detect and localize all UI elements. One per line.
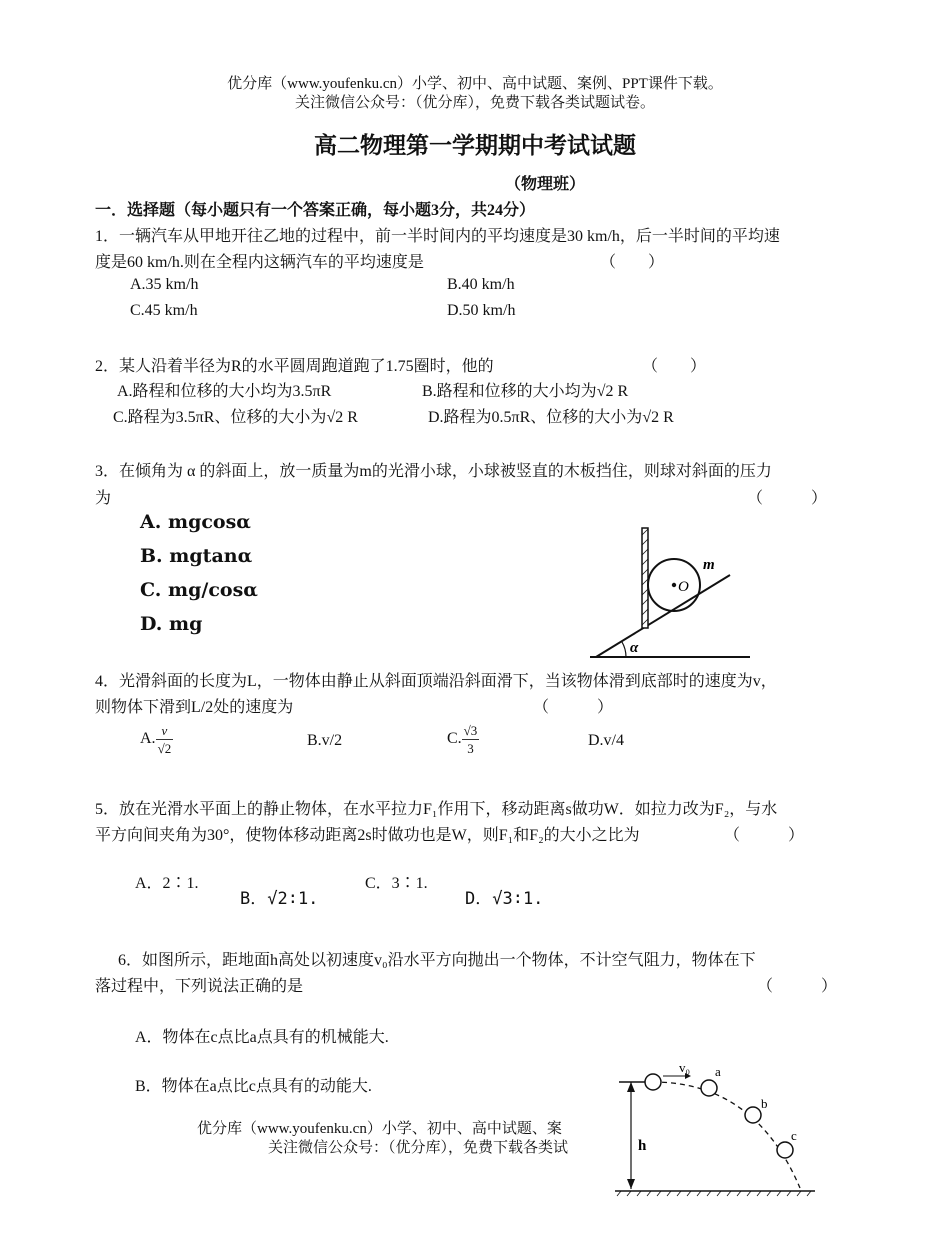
- q6-label-a: a: [715, 1064, 721, 1079]
- q6-ball-start: [645, 1074, 661, 1090]
- q6-ball-c: [777, 1142, 793, 1158]
- q6-ball-a: [701, 1080, 717, 1096]
- q1-option-a: A.35 km/h: [130, 276, 199, 293]
- q3-answer-paren: （ ）: [747, 490, 828, 507]
- q2-option-a: A.路程和位移的大小均为3.5πR: [117, 383, 332, 400]
- q6-line-2: 落过程中，下列说法正确的是: [95, 978, 304, 995]
- q4-line-2: 则物体下滑到L/2处的速度为: [95, 699, 294, 716]
- q6-label-c: c: [791, 1128, 797, 1143]
- q6-height-arrow-top: [627, 1082, 635, 1092]
- q6-line-1: 6．如图所示，距地面h高处以初速度v₀沿水平方向抛出一个物体，不计空气阻力，物体在下: [118, 952, 756, 969]
- q6-option-a: A．物体在c点比a点具有的机械能大.: [135, 1029, 389, 1046]
- q5-option-a: A．2∶1.: [135, 875, 199, 892]
- q6-label-h: h: [638, 1138, 647, 1154]
- q3-label-m: m: [703, 557, 715, 573]
- header-line-2: 关注微信公众号：（优分库），免费下载各类试题试卷。: [294, 95, 655, 111]
- q1-line-2: 度是60 km/h.则在全程内这辆汽车的平均速度是: [95, 254, 424, 271]
- header-line-1: 优分库（www.youfenku.cn）小学、初中、高中试题、案例、PPT课件下载。: [227, 76, 723, 92]
- q5-option-b: B．√2∶1.: [240, 889, 319, 909]
- q4-option-a: A. $\frac{v}{√2}$: [140, 723, 172, 756]
- q3-angle-arc: [622, 642, 626, 657]
- q1-option-b: B.40 km/h: [447, 276, 515, 293]
- q5-answer-paren: （ ）: [724, 827, 805, 844]
- q3-incline-figure: [590, 525, 760, 660]
- q1-line-1: 1．一辆汽车从甲地开往乙地的过程中，前一半时间内的平均速度是30 km/h，后一半时间的平均速: [95, 228, 780, 245]
- q3-option-c: C. mg/cosα: [140, 579, 258, 601]
- q2-answer-paren: （ ）: [642, 358, 707, 375]
- q3-line-2: 为: [95, 490, 112, 507]
- q6-ball-b: [745, 1107, 761, 1123]
- q6-projectile-figure: [605, 1058, 820, 1198]
- q5-option-c: C．3∶1.: [365, 875, 428, 892]
- q3-option-b: B. mgtanα: [140, 545, 253, 567]
- q4-answer-paren: （ ）: [533, 699, 614, 716]
- q3-option-a: A. mgcosα: [140, 511, 251, 533]
- footer-line-2: 关注微信公众号：（优分库），免费下载各类试: [268, 1140, 569, 1156]
- exam-subtitle: （物理班）: [505, 176, 586, 193]
- q3-vertical-board: [642, 528, 648, 628]
- q6-answer-paren: （ ）: [757, 978, 838, 995]
- q3-label-alpha: α: [630, 640, 639, 656]
- exam-title: 高二物理第一学期期中考试试题: [314, 133, 636, 158]
- q3-label-o: O: [678, 579, 689, 595]
- q6-option-b: B．物体在a点比c点具有的动能大.: [135, 1078, 372, 1095]
- q4-option-b: B.v/2: [307, 732, 343, 749]
- footer-line-1: 优分库（www.youfenku.cn）小学、初中、高中试题、案: [197, 1121, 562, 1137]
- q6-label-b: b: [761, 1096, 768, 1111]
- q5-option-d: D．√3∶1.: [465, 889, 544, 909]
- q3-option-d: D. mg: [140, 613, 203, 635]
- q2-option-b: B.路程和位移的大小均为√2 R: [422, 383, 629, 400]
- q1-option-c: C.45 km/h: [130, 302, 198, 319]
- q5-line-1: 5．放在光滑水平面上的静止物体，在水平拉力F₁作用下，移动距离s做功W．如拉力改为F₂，与水: [95, 801, 778, 818]
- q2-line-1: 2．某人沿着半径为R的水平圆周跑道跑了1.75圈时，他的: [95, 358, 494, 375]
- q6-trajectory: [653, 1082, 800, 1188]
- q4-option-c: C. $\frac{√3}{3}$: [447, 723, 478, 756]
- q2-option-d: D.路程为0.5πR、位移的大小为√2 R: [428, 409, 674, 426]
- q1-option-d: D.50 km/h: [447, 302, 516, 319]
- q1-answer-paren: （ ）: [600, 254, 665, 271]
- q3-incline-line: [596, 575, 730, 657]
- q2-option-c: C.路程为3.5πR、位移的大小为√2 R: [113, 409, 358, 426]
- q6-height-arrow-bottom: [627, 1179, 635, 1189]
- q4-option-d: D.v/4: [588, 732, 624, 749]
- q6-label-v0: v₀: [679, 1060, 691, 1075]
- q3-line-1: 3．在倾角为 α 的斜面上，放一质量为m的光滑小球，小球被竖直的木板挡住，则球对斜面的压力: [95, 463, 772, 480]
- section-heading: 一．选择题（每小题只有一个答案正确，每小题3分，共24分）: [95, 202, 536, 219]
- q5-line-2: 平方向间夹角为30°，使物体移动距离2s时做功也是W，则F₁和F₂的大小之比为: [95, 827, 640, 844]
- q3-ball-center: [672, 583, 676, 587]
- q4-line-1: 4．光滑斜面的长度为L，一物体由静止从斜面顶端沿斜面滑下，当该物体滑到底部时的速度为v，: [95, 673, 777, 690]
